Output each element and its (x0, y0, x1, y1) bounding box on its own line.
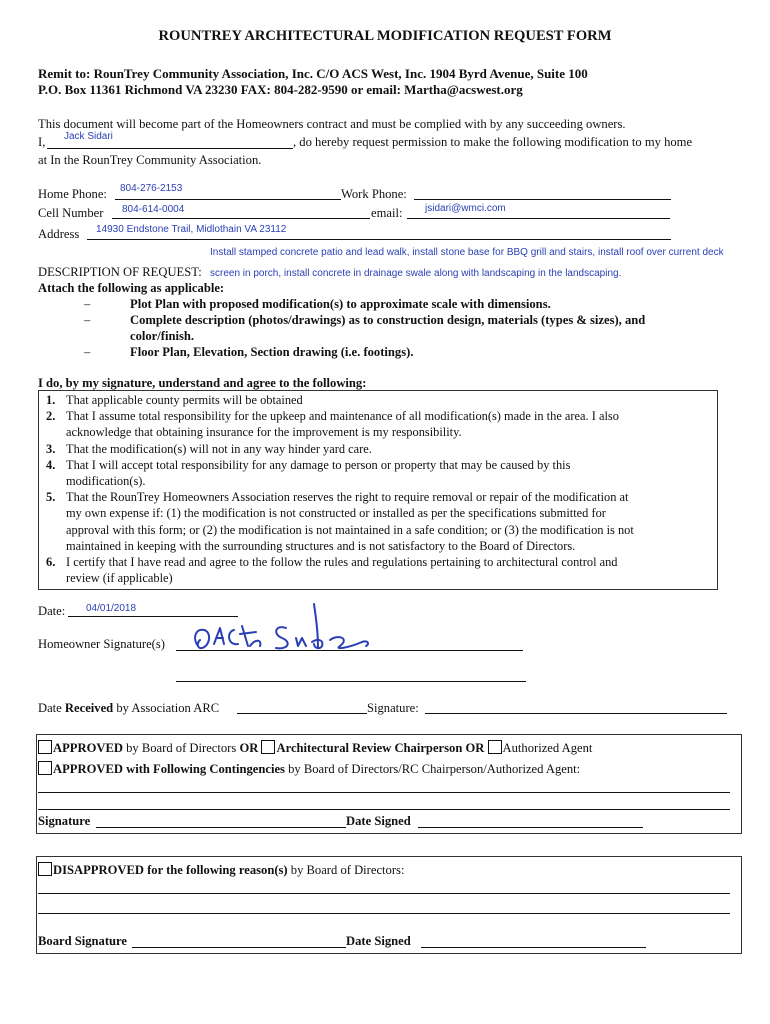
work-phone-line[interactable] (414, 199, 671, 200)
home-phone-value: 804-276-2153 (120, 183, 183, 194)
contingency-line-1[interactable] (38, 792, 730, 793)
home-phone-line[interactable] (115, 199, 341, 200)
board-date-signed-label: Date Signed (346, 934, 411, 948)
email-line[interactable] (407, 218, 670, 219)
cell-label: Cell Number (38, 206, 104, 220)
attach-item-2: Complete description (photos/drawings) as to construction design, materials (types & sizes), and (130, 313, 646, 327)
term-5: 5. That the RounTrey Homeowners Association reserves the right to require removal or repair of the modification at my own expense if: (1) the modification is not constructed or installed as per the specifications submitted for approval with this form; or (2) the modification is not maintained in a safe condition; or (3) the modification is not maintained in keeping with the surrounding structures and is not satisfactory to the Board of Directors. (46, 490, 634, 553)
terms-list (40, 392, 742, 586)
attach-dash-3: – (84, 345, 91, 359)
intro-line-1: This document will become part of the Homeowners contract and must be complied with by any succeeding owners. (38, 117, 626, 131)
work-phone-label: Work Phone: (341, 187, 407, 201)
email-label: email: (371, 206, 403, 220)
handwritten-signature (190, 598, 385, 656)
description-value-line-1: Install stamped concrete patio and lead walk, install stone base for BBQ grill and stairs, install roof over current deck (210, 247, 724, 258)
owner-name-line[interactable] (47, 148, 293, 149)
date-received-line[interactable] (237, 713, 367, 714)
remit-line-2: P.O. Box 11361 Richmond VA 23230 FAX: 804-282-9590 or email: Martha@acswest.org (38, 82, 523, 97)
date-received-label: Date Received by Association ARC (38, 701, 220, 715)
attach-item-1: Plot Plan with proposed modification(s) to approximate scale with dimensions. (130, 297, 551, 311)
approval-date-signed-label: Date Signed (346, 814, 411, 828)
arc-signature-label: Signature: (367, 701, 419, 715)
attach-dash-2: – (84, 313, 91, 327)
address-label: Address (38, 227, 80, 241)
board-signature-line[interactable] (132, 947, 346, 948)
intro-i: I, (38, 135, 46, 149)
auth-agent-checkbox[interactable] (488, 740, 502, 754)
disapproved-row: DISAPPROVED for the following reason(s) by Board of Directors: (38, 862, 404, 878)
term-6: 6. I certify that I have read and agree to the follow the rules and regulations pertaining to architectural control and review (if applicable) (46, 555, 618, 586)
board-signature-label: Board Signature (38, 934, 127, 948)
description-label: DESCRIPTION OF REQUEST: (38, 265, 202, 279)
disapproved-checkbox[interactable] (38, 862, 52, 876)
owner-name-value: Jack Sidari (64, 131, 113, 142)
form-title: ROUNTREY ARCHITECTURAL MODIFICATION REQUEST FORM (158, 28, 612, 44)
intro-line-2-suffix: , do hereby request permission to make the following modification to my home (293, 135, 693, 149)
contingency-line-2[interactable] (38, 809, 730, 810)
intro-line-3: at In the RounTrey Community Association. (38, 153, 262, 167)
approved-contingencies-row: APPROVED with Following Contingencies by Board of Directors/RC Chairperson/Authorized Agent: (38, 761, 580, 777)
disapproval-reason-line-1[interactable] (38, 893, 730, 894)
arc-chair-checkbox[interactable] (261, 740, 275, 754)
agree-heading: I do, by my signature, understand and agree to the following: (38, 376, 367, 390)
approval-date-signed-line[interactable] (418, 827, 643, 828)
email-value: jsidari@wmci.com (425, 203, 506, 214)
term-1: 1. That applicable county permits will be obtained (46, 393, 303, 407)
term-4: 4. That I will accept total responsibility for any damage to person or property that may be caused by this modification(s). (46, 457, 571, 489)
approval-signature-line[interactable] (96, 827, 346, 828)
approved-contingencies-checkbox[interactable] (38, 761, 52, 775)
attach-item-2-cont: color/finish. (130, 329, 195, 343)
approval-signature-label: Signature (38, 814, 91, 828)
arc-signature-line[interactable] (425, 713, 727, 714)
attach-item-3: Floor Plan, Elevation, Section drawing (i.e. footings). (130, 345, 414, 359)
approved-checkbox[interactable] (38, 740, 52, 754)
term-2: 2. That I assume total responsibility for the upkeep and maintenance of all modification(s) made in the area. I also acknowledge that obtaining insurance for the improvement is my responsibility. (46, 409, 619, 440)
attach-heading: Attach the following as applicable: (38, 281, 225, 295)
co-signature-line[interactable] (176, 681, 526, 682)
disapproval-reason-line-2[interactable] (38, 913, 730, 914)
description-value-line-2: screen in porch, install concrete in drainage swale along with landscaping in the landscaping. (210, 268, 622, 279)
address-value: 14930 Endstone Trail, Midlothain VA 23112 (96, 224, 287, 235)
address-line[interactable] (87, 239, 671, 240)
cell-value: 804-614-0004 (122, 204, 185, 215)
board-date-signed-line[interactable] (421, 947, 646, 948)
date-label: Date: (38, 604, 66, 618)
attach-dash-1: – (84, 297, 91, 311)
home-phone-label: Home Phone: (38, 187, 107, 201)
term-3: 3. That the modification(s) will not in any way hinder yard care. (46, 441, 372, 456)
approved-row: APPROVED by Board of Directors OR Architectural Review Chairperson OR Authorized Agent (38, 740, 592, 756)
date-value: 04/01/2018 (86, 603, 137, 614)
cell-line[interactable] (112, 218, 370, 219)
remit-line-1: Remit to: RounTrey Community Association, Inc. C/O ACS West, Inc. 1904 Byrd Avenue, Suite 100 (38, 66, 588, 81)
homeowner-signature-label: Homeowner Signature(s) (38, 637, 165, 651)
